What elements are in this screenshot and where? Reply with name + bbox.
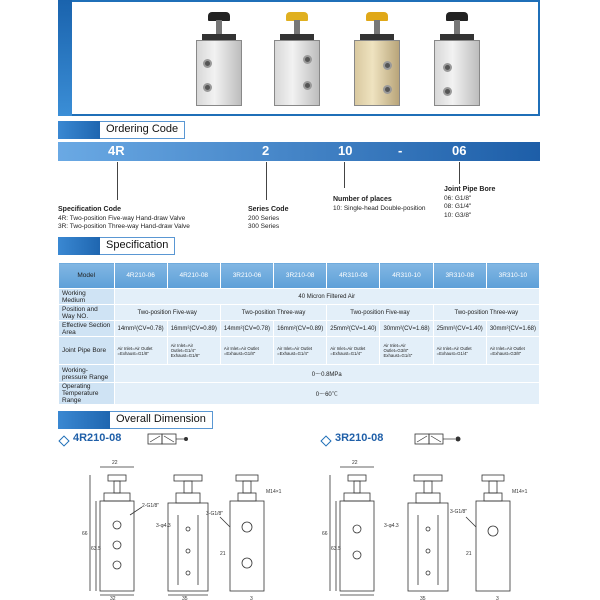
temperature-label: Operating Temperature Range <box>59 383 115 405</box>
overall-dimension-heading <box>58 411 206 429</box>
spec-code-line: 3R: Two-position Three-way Hand-draw Valve <box>58 223 190 230</box>
places-line: 10: Single-head Double-position <box>333 204 426 212</box>
dim-label: 35 <box>420 596 426 600</box>
spec-code-title: Specification Code <box>58 206 122 213</box>
dim-label: 3-φ4.3 <box>384 523 399 529</box>
dim-label: 3-φ4.3 <box>156 523 171 529</box>
pipe-bore-line: 08: G1/4" <box>444 203 472 210</box>
model-cell: 3R310-08 <box>433 263 486 289</box>
product-banner <box>58 0 540 116</box>
pipe-bore-value: Air Inlet=Air Outlet =Exhaust=G3/8" <box>486 337 539 365</box>
pipe-bore-value: Air Inlet=Air Outlet =Exhaust=G1/4" <box>274 337 327 365</box>
leader-line <box>344 162 345 188</box>
specification-heading <box>58 237 198 255</box>
code-segment: 10 <box>338 143 353 158</box>
pressure-value: 0～0.8MPa <box>114 365 540 383</box>
left-model-title: 4R210-08 <box>73 432 122 444</box>
model-cell: 4R210-06 <box>114 263 167 289</box>
pipe-bore-value: Air Inlet=Air Outlet=G3/8" Exhaust=G1/4" <box>380 337 433 365</box>
code-segment: 06 <box>452 143 467 158</box>
series-code-description <box>248 206 328 232</box>
working-medium-label: Working Medium <box>59 289 115 305</box>
series-code-title: Series Code <box>248 206 289 213</box>
section-title: Overall Dimension <box>110 411 213 429</box>
specification-table <box>58 262 540 404</box>
section-area-value: 30mm²(CV=1.68) <box>486 321 539 337</box>
position-label: Position and Way NO. <box>59 305 115 321</box>
dim-label: 21 <box>466 551 472 557</box>
leader-line <box>459 162 460 184</box>
dim-label: 21 <box>220 551 226 557</box>
series-code-line: 200 Series <box>248 214 280 222</box>
product-image <box>268 12 326 108</box>
diamond-icon <box>58 435 69 446</box>
code-segment: - <box>398 143 403 158</box>
spec-code-description <box>58 206 248 232</box>
section-area-value: 14mm²(CV=0.78) <box>114 321 167 337</box>
places-description <box>333 196 443 213</box>
model-cell: 3R210-06 <box>220 263 273 289</box>
pipe-bore-value: Air Inlet=Air Outlet=G1/4" Exhaust=G1/8" <box>167 337 220 365</box>
banner-accent <box>58 0 72 116</box>
ordering-code-bar <box>58 142 540 161</box>
dim-label: 22 <box>112 460 118 466</box>
valve-symbol-icon <box>140 430 190 450</box>
dim-label: 63.5 <box>331 546 341 552</box>
working-medium-value: 40 Micron Filtered Air <box>114 289 540 305</box>
dim-label: 35 <box>182 596 188 600</box>
code-segment: 4R <box>108 143 125 158</box>
section-title: Specification <box>100 237 175 255</box>
pipe-bore-label: Joint Pipe Bore <box>59 337 115 365</box>
dim-label: 22 <box>352 460 358 466</box>
pipe-bore-title: Joint Pipe Bore <box>444 186 496 193</box>
dim-label: 3 <box>496 596 499 600</box>
pressure-label: Working-pressure Range <box>59 365 115 383</box>
product-image <box>190 12 248 108</box>
places-title: Number of places <box>333 196 392 203</box>
dimension-drawing-right <box>320 455 550 600</box>
section-area-label: Effective Section Area <box>59 321 115 337</box>
section-area-value: 16mm²(CV=0.89) <box>274 321 327 337</box>
pipe-bore-value: Air Inlet=Air Outlet =Exhaust=G1/8" <box>114 337 167 365</box>
valve-symbol-icon <box>405 430 465 450</box>
spec-code-line: 4R: Two-position Five-way Hand-draw Valve <box>58 214 186 222</box>
product-image <box>428 12 486 108</box>
ordering-code-heading <box>58 121 198 139</box>
pipe-bore-value: Air Inlet=Air Outlet =Exhaust=G1/4" <box>327 337 380 365</box>
pipe-bore-value: Air Inlet=Air Outlet =Exhaust=G1/8" <box>220 337 273 365</box>
leader-line <box>117 162 118 200</box>
dim-label: 3-G1/8" <box>450 509 468 515</box>
section-area-value: 30mm²(CV=1.68) <box>380 321 433 337</box>
dim-label: 3 <box>250 596 253 600</box>
position-value: Two-position Three-way <box>433 305 539 321</box>
code-segment: 2 <box>262 143 270 158</box>
model-cell: 4R310-08 <box>327 263 380 289</box>
model-cell: 4R310-10 <box>380 263 433 289</box>
pipe-bore-line: 10: G3/8" <box>444 211 472 219</box>
pipe-bore-line: 06: G1/8" <box>444 194 472 202</box>
dim-label: M14×1 <box>512 489 528 495</box>
model-cell: 3R310-10 <box>486 263 539 289</box>
model-cell: 4R210-08 <box>167 263 220 289</box>
product-image <box>348 12 406 108</box>
model-cell: 3R210-08 <box>274 263 327 289</box>
dimension-drawing-left <box>70 455 300 600</box>
dim-label: 66 <box>322 531 328 537</box>
position-value: Two-position Five-way <box>327 305 433 321</box>
dim-label: 3-G1/8" <box>206 511 224 517</box>
section-area-value: 16mm²(CV=0.89) <box>167 321 220 337</box>
position-value: Two-position Three-way <box>220 305 326 321</box>
model-header: Model <box>59 263 115 289</box>
temperature-value: 0～60℃ <box>114 383 540 405</box>
dim-label: M14×1 <box>266 489 282 495</box>
leader-line <box>266 162 267 200</box>
pipe-bore-value: Air Inlet=Air Outlet =Exhaust=G1/4" <box>433 337 486 365</box>
dim-label: 66 <box>82 531 88 537</box>
section-area-value: 25mm²(CV=1.40) <box>327 321 380 337</box>
dim-label: 2-G1/8" <box>142 503 160 509</box>
diamond-icon <box>320 435 331 446</box>
dim-label: 63.5 <box>91 546 101 552</box>
dim-label: 32 <box>110 596 116 600</box>
section-title: Ordering Code <box>100 121 185 139</box>
section-area-value: 25mm²(CV=1.40) <box>433 321 486 337</box>
pipe-bore-description <box>444 186 534 220</box>
series-code-line: 300 Series <box>248 223 280 230</box>
right-model-title: 3R210-08 <box>335 432 384 444</box>
section-area-value: 14mm²(CV=0.78) <box>220 321 273 337</box>
position-value: Two-position Five-way <box>114 305 220 321</box>
